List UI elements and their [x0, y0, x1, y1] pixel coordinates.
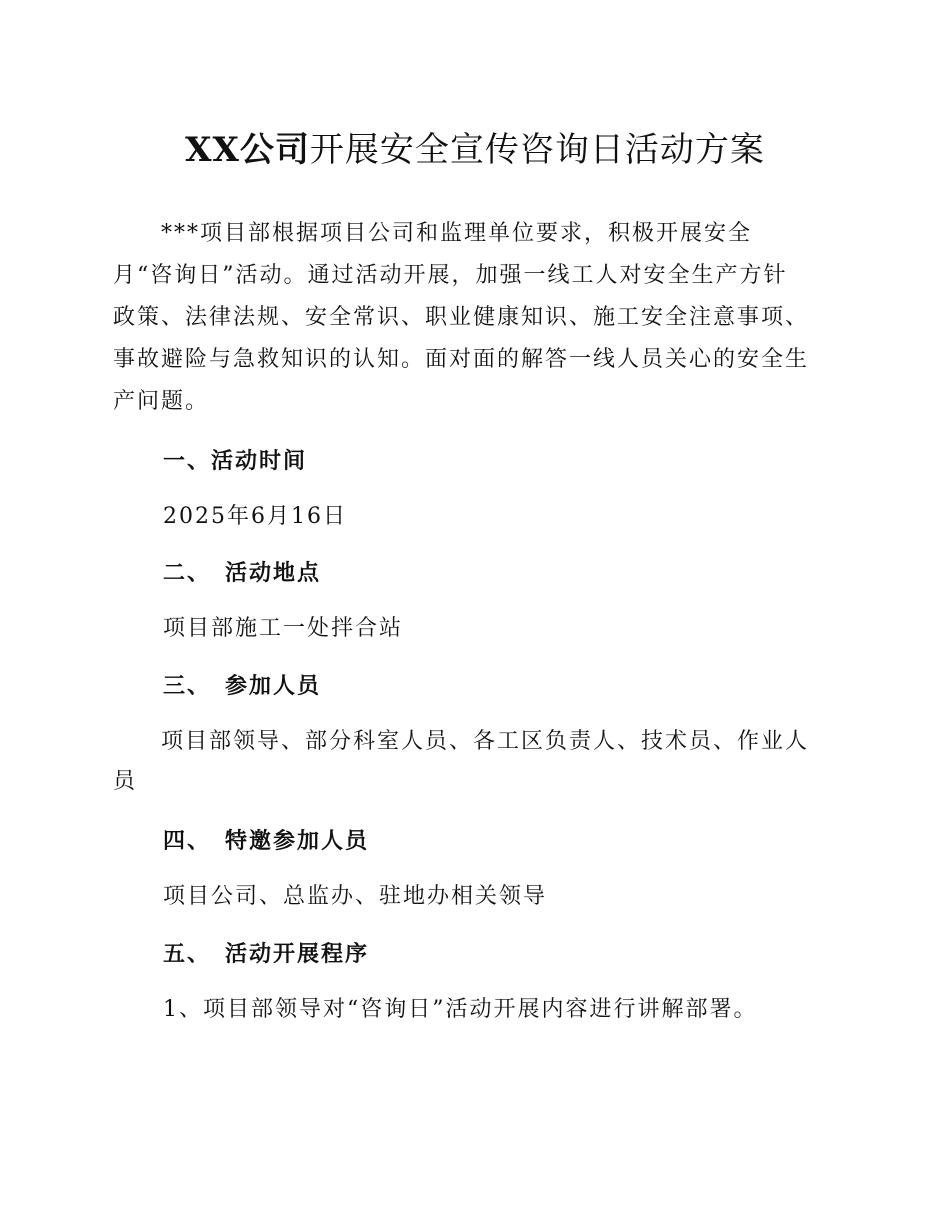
content-line: 员: [113, 769, 138, 794]
section-content-participants: [113, 722, 835, 802]
section-title: 活动时间: [211, 448, 308, 474]
section-content-procedure: 1、项目部领导对“咨询日”活动开展内容进行讲解部署。: [163, 997, 758, 1022]
section-content-guests: 项目公司、总监办、驻地办相关领导: [163, 884, 548, 909]
section-title: 参加人员: [225, 673, 322, 699]
section-content-time: 2025年6月16日: [163, 504, 347, 529]
content-line: 项目部领导、部分科室人员、各工区负责人、技术员、作业人: [161, 729, 810, 754]
section-title: 活动地点: [225, 560, 322, 586]
intro-line: ***项目部根据项目公司和监理单位要求，积极开展安全: [161, 221, 753, 246]
intro-line: 月“咨询日”活动。通过活动开展，加强一线工人对安全生产方针: [113, 263, 788, 288]
title-text: 开展安全宣传咨询日活动方案: [309, 130, 765, 170]
intro-line: 事故避险与急救知识的认知。面对面的解答一线人员关心的安全生: [113, 347, 810, 372]
intro-paragraph: [113, 213, 835, 423]
section-content-location: 项目部施工一处拌合站: [163, 616, 404, 641]
section-heading-guests: [163, 826, 369, 856]
section-heading-location: [163, 558, 321, 588]
section-number: 二、: [163, 560, 212, 586]
section-number: 三、: [163, 673, 212, 699]
section-heading-procedure: [163, 939, 369, 969]
section-title: 特邀参加人员: [225, 828, 370, 854]
section-title: 活动开展程序: [225, 941, 370, 967]
intro-line: 产问题。: [113, 389, 210, 414]
section-heading-time: [163, 446, 307, 476]
section-number: 一、: [163, 448, 212, 474]
title-company: XX公司: [185, 130, 310, 170]
intro-line: 政策、法律法规、安全常识、职业健康知识、施工安全注意事项、: [113, 305, 810, 330]
document-title: [0, 128, 950, 172]
section-number: 四、: [163, 828, 212, 854]
section-heading-participants: [163, 671, 321, 701]
section-number: 五、: [163, 941, 212, 967]
